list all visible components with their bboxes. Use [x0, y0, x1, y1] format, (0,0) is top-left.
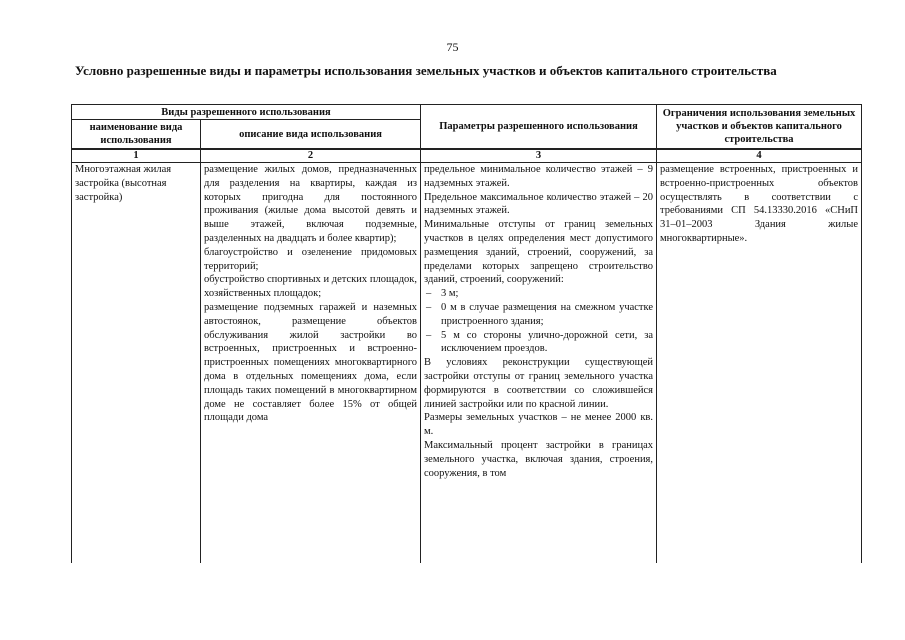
column-numbers-row	[72, 149, 862, 163]
use-name-cell: Многоэтажная жилая застройка (высотная застройка)	[72, 163, 201, 564]
header-use-name: наименование вида использования	[72, 120, 201, 150]
table-row	[72, 163, 862, 564]
use-description-cell	[201, 163, 421, 564]
description-paragraph: обустройство спортивных и детских площадок, хозяйственных площадок;	[204, 274, 418, 300]
header-parameters: Параметры разрешенного использования	[421, 105, 657, 150]
header-use-description: описание вида использования	[201, 120, 421, 150]
list-item: – 0 м в случае размещения на смежном участке пристроенного здания;	[424, 301, 653, 329]
column-number-2: 2	[201, 149, 421, 163]
parameter-setbacks: Минимальные отступы от границ земельных участков в целях определения мест допустимого размещения зданий, строений, сооружений, за пределами которых запрещено строительство зданий, строений, сооружений:	[424, 219, 654, 286]
description-paragraph: размещение подземных гаражей и наземных автостоянок, размещение объектов обслуживания жилой застройки во встроенных, пристроенных и встроенно-пристроенных помещениях многоквартирного дома в отдельных помещениях дома, если площадь таких помещений в многоквартирном доме не составляет более 15% от общей площади дома	[204, 301, 418, 424]
parameter-max-coverage: Максимальный процент застройки в границах земельного участка, включая здания, строения, сооружения, в том	[424, 439, 654, 479]
page-title: Условно разрешенные виды и параметры использования земельных участков и объектов капитального строительства	[75, 63, 777, 78]
land-use-table-container	[71, 104, 861, 563]
header-restrictions: Ограничения использования земельных участков и объектов капитального строительства	[657, 105, 862, 150]
setback-list	[424, 287, 653, 356]
description-paragraph: размещение жилых домов, предназначенных для разделения на квартиры, каждая из которых пригодна для постоянного проживания (жилые дома высотой девять и выше этажей, включая подземные, разделенных на двадцать и более квартир);	[204, 164, 418, 244]
restrictions-cell: размещение встроенных, пристроенных и встроенно-пристроенных объектов осуществлять в соответствии с требованиями СП 54.13330.2016 «СНиП 31–01–2003 Здания жилые многоквартирные».	[657, 163, 862, 564]
parameter-min-floors: предельное минимальное количество этажей – 9 надземных этажей.	[424, 164, 654, 189]
list-item: – 5 м со стороны улично-дорожной сети, за исключением проездов.	[424, 329, 653, 357]
parameters-cell	[421, 163, 657, 564]
header-permitted-use-group: Виды разрешенного использования	[72, 105, 421, 120]
description-paragraph: благоустройство и озеленение придомовых территорий;	[204, 246, 418, 272]
column-number-1: 1	[72, 149, 201, 163]
parameter-reconstruction: В условиях реконструкции существующей застройки отступы от границ земельного участка формируются в соответствии со сложившейся линией застройки или по красной линии.	[424, 357, 654, 410]
list-item: – 3 м;	[424, 287, 653, 301]
parameter-plot-size: Размеры земельных участков – не менее 2000 кв. м.	[424, 412, 654, 438]
column-number-4: 4	[657, 149, 862, 163]
parameter-max-floors: Предельное максимальное количество этажей – 20 надземных этажей.	[424, 191, 654, 217]
page-number: 75	[446, 40, 459, 54]
land-use-table	[71, 104, 862, 563]
column-number-3: 3	[421, 149, 657, 163]
